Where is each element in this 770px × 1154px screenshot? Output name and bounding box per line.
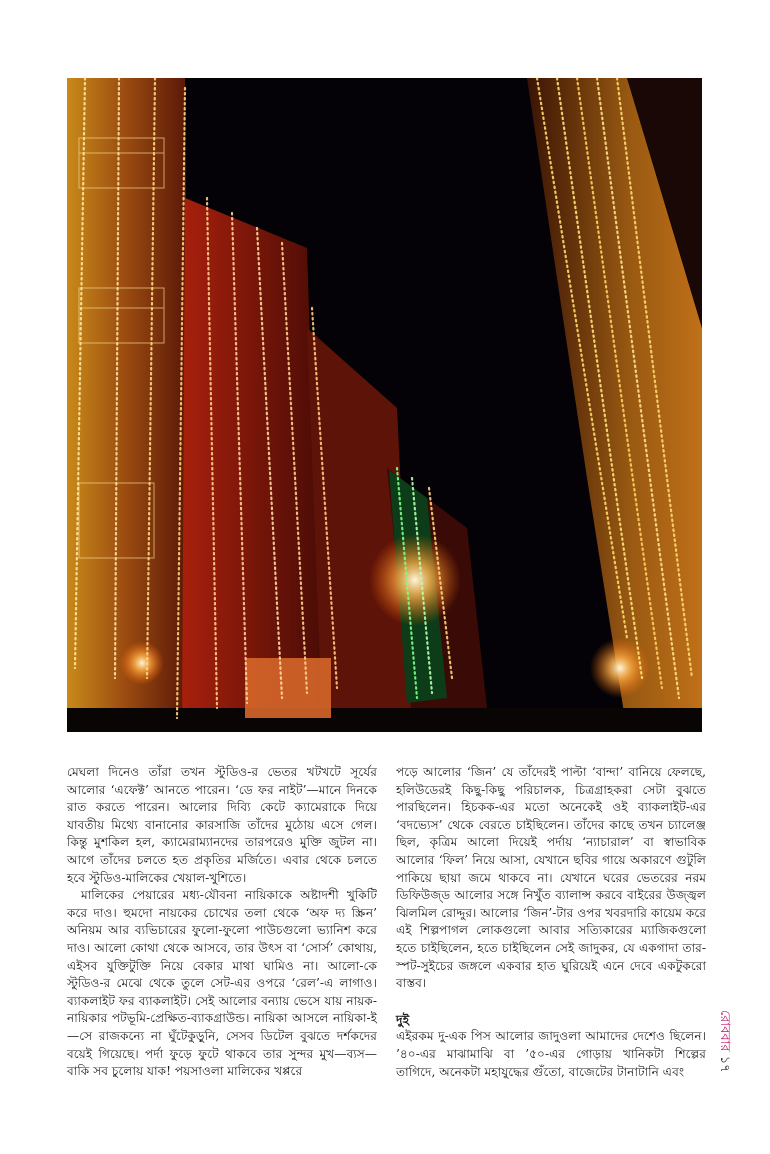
- magazine-name: রোববার: [717, 1010, 732, 1052]
- article-paragraph: মালিকের পেয়ারের মধ্য-যৌবনা নায়িকাকে অষ্টাদশী খুকিটি করে দাও। হুমদো নায়কের চোখের তলা থেকে ‘অফ দ্য স্ক্রিন’ অনিয়ম আর ব্যভিচারের ফুলো-ফুলো পাউচগুলো ভ্যানিশ করে দাও। আলো কোথা থেকে আসবে, তার উৎস বা ‘সোর্স’ কোথায়, এইসব যুক্তিটুক্তি নিয়ে বেকার মাথা ঘামিও না। আলো-কে স্টুডিও-র মেঝে থেকে তুলে সেট-এর ওপরে ‘রেল’-এ লাগাও। ব্যাকলাইট ফর ব্যাকলাইট। সেই আলোর বন্যায় ভেসে যায় নায়ক-নায়িকার পটভূমি-প্রেক্ষিত-ব্যাকগ্রাউন্ড। নায়িকা আসলে নায়িকা-ই—সে রাজকন্যে না ঘুঁটেকুড়ুনি, সেসব ডিটেল বুঝতে দর্শকদের বয়েই গিয়েছে। পর্দা ফুড়ে ফুটে থাকবে তার সুন্দর মুখ—ব্যস—বাকি সব চুলোয় যাক! পয়সাওলা মালিকের খপ্পরে: [67, 888, 377, 1079]
- article-right-column: [396, 764, 706, 1081]
- article-left-column: [67, 764, 377, 1081]
- article-paragraph: এইরকম দু-এক পিস আলোর জাদুওলা আমাদের দেশেও ছিলেন। ’৪০-এর মাঝামাঝি বা ’৫০-এর গোড়ায় খানিকটা শিল্পের তাগিদে, অনেকটা মহাযুদ্ধের গুঁতো, বাজেটের টানাটানি এবং: [396, 1029, 706, 1079]
- page-folio: [713, 1010, 734, 1073]
- article-paragraph: মেঘলা দিনেও তাঁরা তখন স্টুডিও-র ভেতর খটখটে সূর্যের আলোর ‘এফেক্ট’ আনতে পারেন। ‘ডে ফর নাইট’—মানে দিনকে রাত করতে পারেন। আলোর দিব্যি কেটে ক্যামেরাকে দিয়ে যাবতীয় মিথ্যে বানানোর কারসাজি তাঁদের মুঠোয় এসে গেল। কিন্তু মুশকিল হল, ক্যামেরাম্যানদের তারপরেও মুক্তি জুটল না। আগে তাঁদের চলতে হত প্রকৃতির মর্জিতে। এবার থেকে চলতে হবে স্টুডিও-মালিকের খেয়াল-খুশিতে।: [67, 765, 377, 885]
- page-number: ১৭: [717, 1055, 732, 1073]
- section-heading: দুই: [396, 1011, 410, 1027]
- street-festival-lights-photo: [67, 78, 702, 732]
- article-paragraph: পড়ে আলোর ‘জিন’ যে তাঁদেরই পাল্টা ‘বান্দা’ বানিয়ে ফেলছে, হলিউডেরই কিছু-কিছু পরিচালক, চিত্রগ্রাহকরা সেটা বুঝতে পারছিলেন। হিচকক-এর মতো অনেকেই ওই ব্যাকলাইট-এর ‘বদভ্যেস’ থেকে বেরতে চাইছিলেন। তাঁদের কাছে তখন চ্যালেঞ্জ ছিল, কৃত্রিম আলো দিয়েই পর্দায় ‘ন্যাচারাল’ বা স্বাভাবিক আলোর ‘ফিল’ নিয়ে আসা, যেখানে ছবির গায়ে অকারণে গুটুলি পাকিয়ে ছায়া জমে থাকবে না। যেখানে ঘরের ভেতরের নরম ডিফিউজ্‌ড আলোর সঙ্গে নিখুঁত ব্যালান্স করবে বাইরের উজ্জ্বল ঝিলমিল রোদ্দুর। আলোর ‘জিন’-টার ওপর খবরদারি কায়েম করে এই শিল্পপাগল লোকগুলো আবার সত্যিকারের ম্যাজিকগুলো হতে চাইছিলেন, হতে চাইছিলেন সেই জাদুকর, যে একগাদা তার-স্পট-সুইচের জঙ্গলে একবার হাত ঘুরিয়েই এনে দেবে একটুকরো বাস্তব।: [396, 765, 706, 991]
